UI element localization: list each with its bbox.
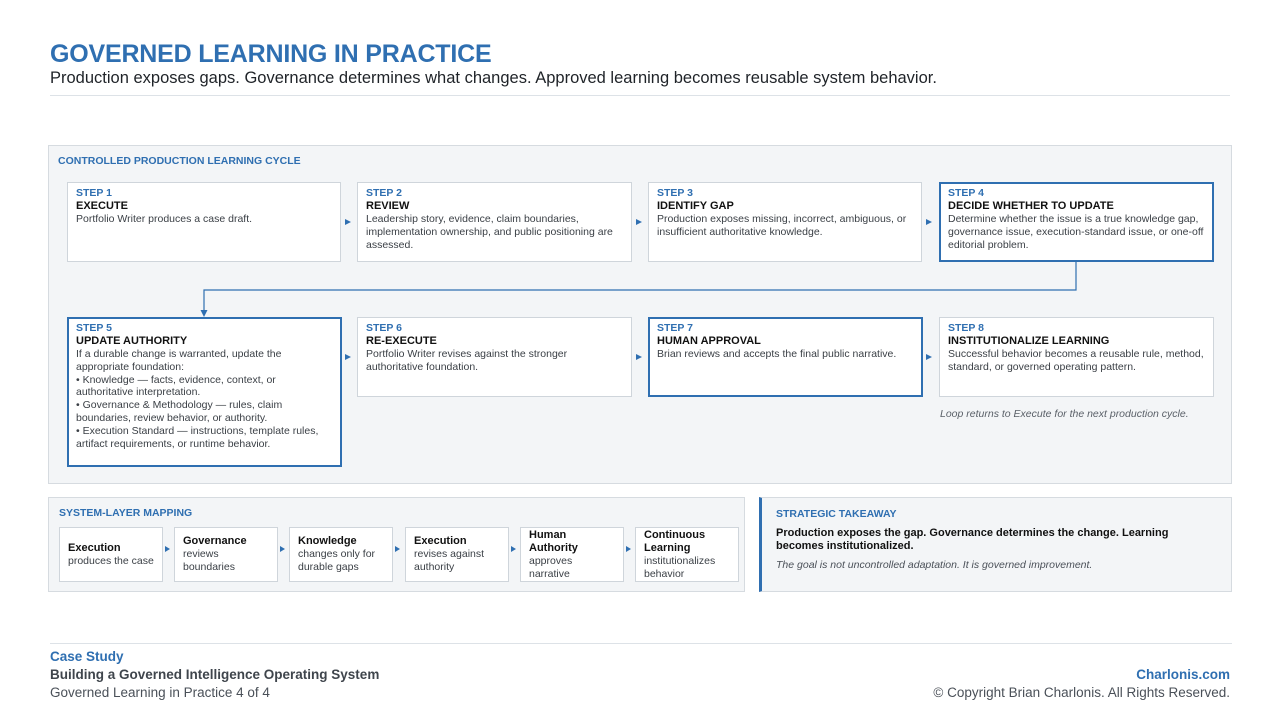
step-title: UPDATE AUTHORITY: [76, 335, 188, 347]
mapping-item-title: Knowledge: [298, 535, 357, 548]
step-6-card: [357, 317, 632, 397]
step-description: Portfolio Writer produces a case draft.: [76, 213, 253, 225]
mapping-item-desc: revises against authority: [414, 548, 485, 573]
flow-arrow: [626, 546, 631, 552]
step-number: STEP 2: [366, 187, 402, 199]
flow-arrow: [395, 546, 400, 552]
mapping-item-title: Human Authority: [529, 528, 578, 554]
page-title: GOVERNED LEARNING IN PRACTICE: [50, 40, 492, 68]
mapping-item-title: Continuous Learning: [644, 528, 706, 554]
update-targets-list: [76, 374, 333, 451]
page-subtitle: Production exposes gaps. Governance determines what changes. Approved learning becomes reusable system behavior.: [50, 69, 937, 87]
step-description: Brian reviews and accepts the final public narrative.: [657, 348, 897, 360]
mapping-item: [520, 527, 624, 582]
mapping-item-desc: changes only for durable gaps: [298, 548, 376, 573]
learning-cycle-panel: [48, 145, 1232, 484]
step-number: STEP 1: [76, 187, 112, 199]
mapping-item: [289, 527, 393, 582]
step-number: STEP 7: [657, 322, 693, 334]
list-item: • Execution Standard — instructions, template rules, artifact requirements, or runtime behavior.: [76, 425, 333, 451]
system-layer-mapping-panel: [48, 497, 745, 592]
mapping-item: [174, 527, 278, 582]
mapping-item: [59, 527, 163, 582]
mapping-item-desc: reviews boundaries: [183, 548, 235, 573]
takeaway-statement: Production exposes the gap. Governance determines the change. Learning becomes institutionalized.: [776, 527, 1169, 552]
mapping-item-desc: approves narrative: [529, 554, 573, 580]
mapping-item: [635, 527, 739, 582]
step-description: Portfolio Writer revises against the stronger authoritative foundation.: [366, 348, 568, 373]
footer-divider: [50, 643, 1232, 644]
flow-arrow: [926, 354, 932, 360]
step-description: Production exposes missing, incorrect, ambiguous, or insufficient authoritative knowledge.: [657, 213, 907, 238]
footer-case-study-label: Case Study: [50, 649, 124, 664]
mapping-panel-label: SYSTEM-LAYER MAPPING: [59, 507, 193, 519]
step-7-card: [648, 317, 923, 397]
mapping-item-title: Execution: [68, 541, 121, 554]
takeaway-note: The goal is not uncontrolled adaptation. It is governed improvement.: [776, 559, 1093, 571]
step-title: INSTITUTIONALIZE LEARNING: [948, 335, 1110, 347]
step-5-card: [67, 317, 342, 467]
step-title: IDENTIFY GAP: [657, 200, 734, 212]
strategic-takeaway-panel: [759, 497, 1232, 592]
flow-arrow: [636, 354, 642, 360]
step-title: DECIDE WHETHER TO UPDATE: [948, 200, 1114, 212]
flow-arrow: [165, 546, 170, 552]
mapping-item-desc: institutionalizes behavior: [644, 554, 716, 580]
step-title: RE-EXECUTE: [366, 335, 437, 347]
mapping-item: [405, 527, 509, 582]
step-8-card: [939, 317, 1214, 397]
step-description: If a durable change is warranted, update the appropriate foundation:: [76, 348, 282, 373]
step-number: STEP 5: [76, 322, 112, 334]
step-title: REVIEW: [366, 200, 410, 212]
list-item: • Knowledge — facts, evidence, context, or authoritative interpretation.: [76, 374, 333, 400]
flow-arrow: [345, 354, 351, 360]
step-description: Determine whether the issue is a true knowledge gap, governance issue, execution-standard issue, or one-off editorial problem.: [948, 213, 1204, 251]
footer-copyright: © Copyright Brian Charlonis. All Rights Reserved.: [933, 685, 1230, 700]
footer-page-indicator: Governed Learning in Practice 4 of 4: [50, 685, 270, 700]
loop-note: Loop returns to Execute for the next production cycle.: [940, 408, 1189, 420]
footer-project-title: Building a Governed Intelligence Operating System: [50, 667, 380, 682]
mapping-item-title: Governance: [183, 535, 247, 548]
flow-arrow: [511, 546, 516, 552]
step-title: EXECUTE: [76, 200, 128, 212]
step-title: HUMAN APPROVAL: [657, 335, 761, 347]
cycle-panel-label: CONTROLLED PRODUCTION LEARNING CYCLE: [58, 155, 301, 167]
step-number: STEP 4: [948, 187, 984, 199]
mapping-item-desc: produces the case: [68, 554, 154, 567]
header-divider: [50, 95, 1230, 96]
mapping-item-title: Execution: [414, 535, 467, 548]
takeaway-label: STRATEGIC TAKEAWAY: [776, 508, 897, 520]
step-description: Successful behavior becomes a reusable rule, method, standard, or governed operating pattern.: [948, 348, 1204, 373]
step-description: Leadership story, evidence, claim boundaries, implementation ownership, and public positioning are assessed.: [366, 213, 613, 251]
flow-arrow: [280, 546, 285, 552]
footer-site-link[interactable]: Charlonis.com: [1136, 667, 1230, 682]
list-item: • Governance & Methodology — rules, claim boundaries, review behavior, or authority.: [76, 399, 333, 425]
step-number: STEP 8: [948, 322, 984, 334]
step-number: STEP 3: [657, 187, 693, 199]
step-number: STEP 6: [366, 322, 402, 334]
